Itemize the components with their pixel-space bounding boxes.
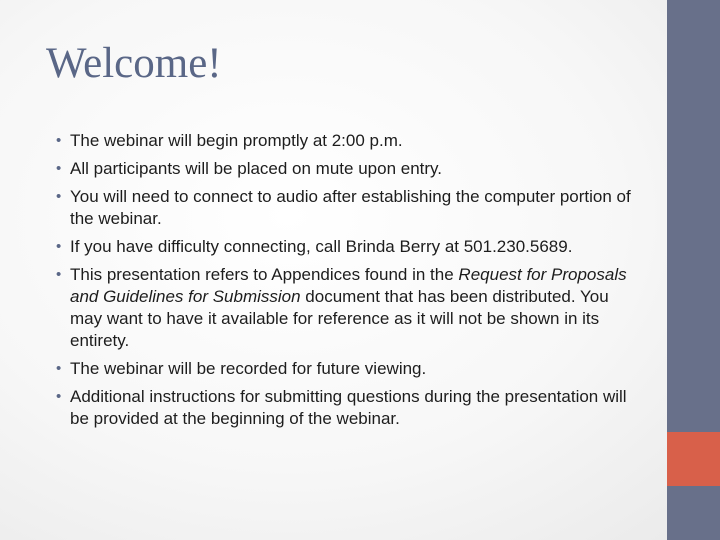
bullet-list [56,130,631,436]
bullet-item [56,358,631,380]
document-title-italic: Request for Proposals and Guidelines for Submission [70,265,627,306]
bullet-text-part: This presentation refers to Appendices found in the [70,265,459,284]
bullet-dot-icon: • [56,132,62,149]
slide-title: Welcome! [46,40,222,87]
bullet-dot-icon: • [56,160,62,177]
bullet-text: The webinar will be recorded for future viewing. [70,359,427,378]
bullet-text: You will need to connect to audio after establishing the computer portion of the webinar. [70,187,631,228]
bullet-dot-icon: • [56,238,62,255]
bullet-text [70,265,627,350]
bullet-item [56,264,631,352]
bullet-item [56,186,631,230]
bullet-dot-icon: • [56,266,62,283]
bullet-item [56,236,631,258]
bullet-text: All participants will be placed on mute upon entry. [70,159,442,178]
bullet-text: If you have difficulty connecting, call Brinda Berry at 501.230.5689. [70,237,573,256]
bullet-dot-icon: • [56,188,62,205]
sidebar-accent-block [667,432,720,486]
bullet-item [56,130,631,152]
bullet-item [56,158,631,180]
bullet-dot-icon: • [56,388,62,405]
bullet-text-part: document that has been distributed. You may want to have it available for reference as it will not be shown in its entirety. [70,287,609,350]
bullet-dot-icon: • [56,360,62,377]
bullet-item [56,386,631,430]
bullet-text: Additional instructions for submitting questions during the presentation will be provided at the beginning of the webinar. [70,387,627,428]
bullet-text: The webinar will begin promptly at 2:00 p.m. [70,131,403,150]
